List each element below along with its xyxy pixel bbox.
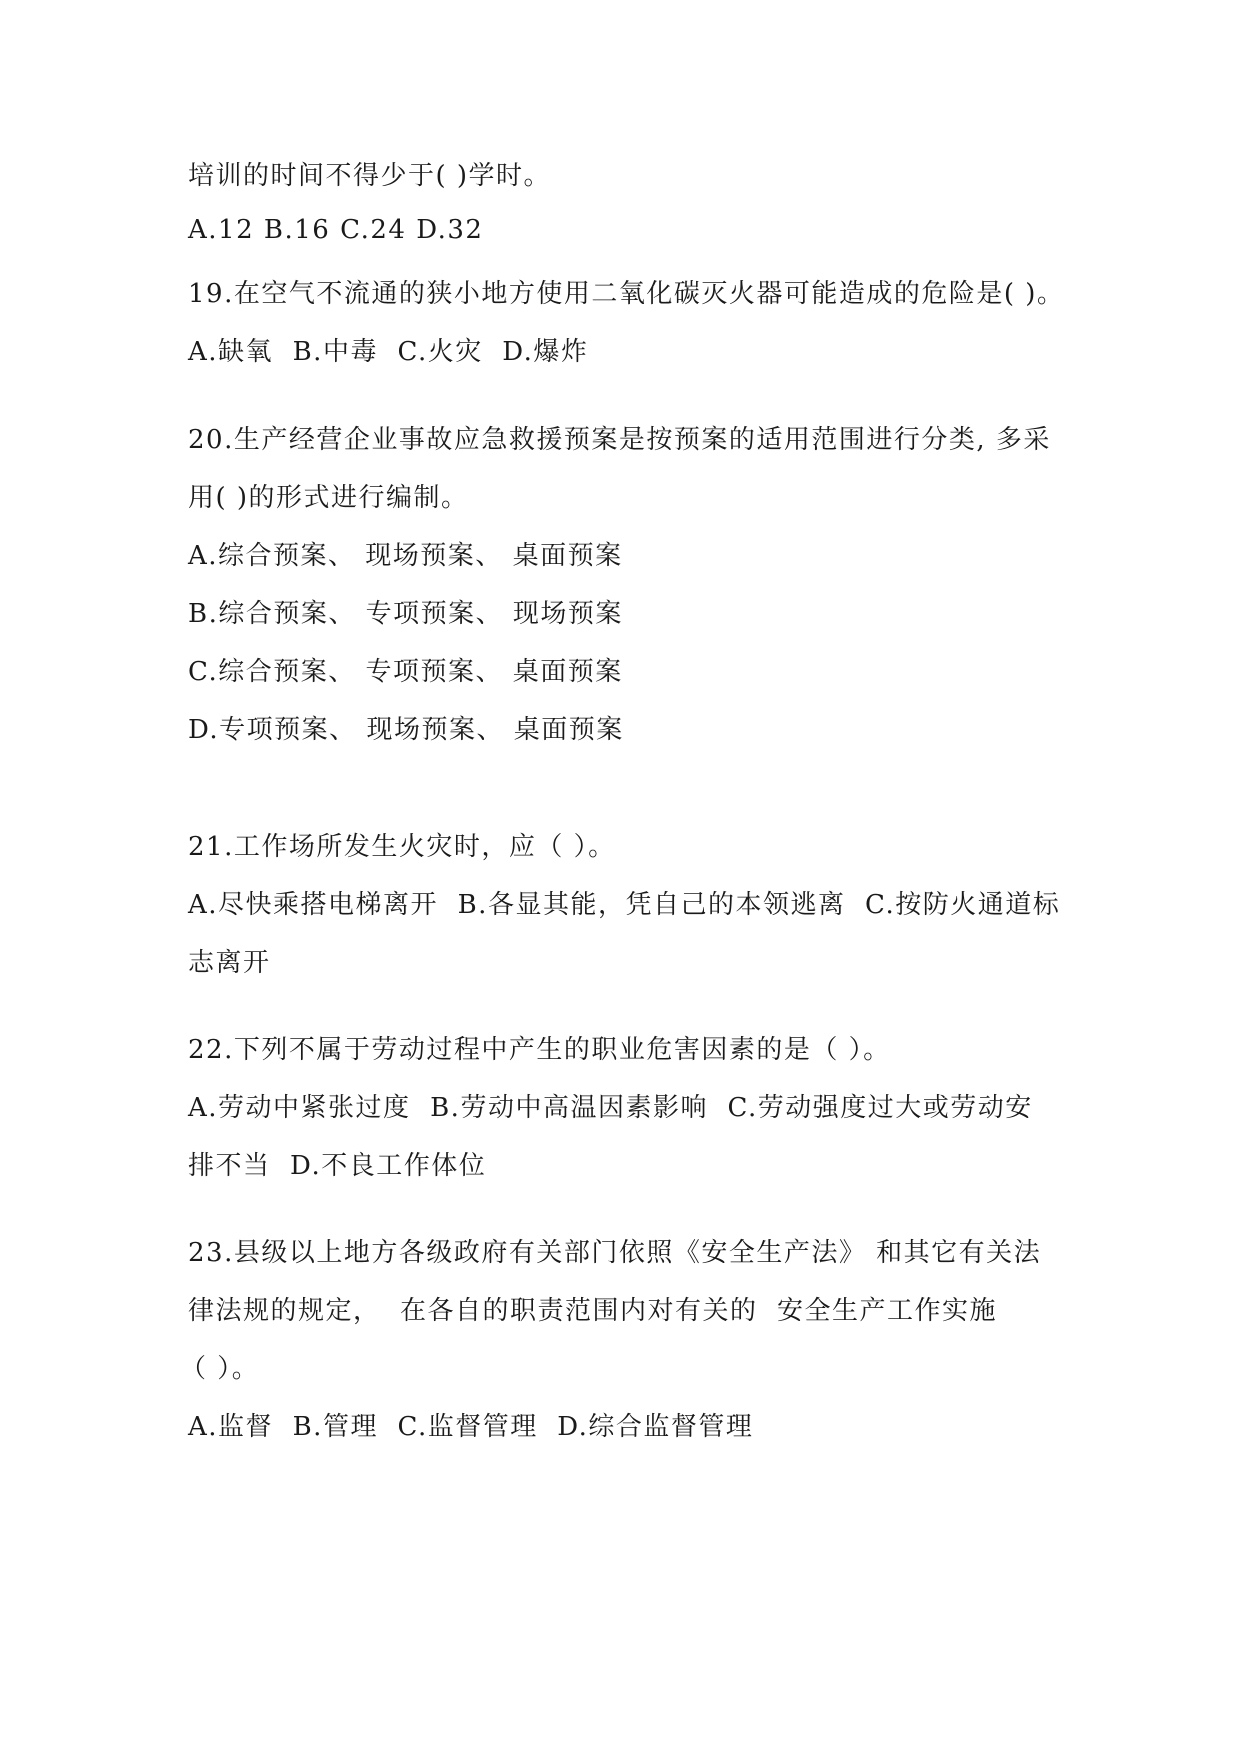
q20-option-b: B.综合预案、 专项预案、 现场预案 (188, 599, 623, 629)
q20-stem-line2: 用( )的形式进行编制。 (188, 483, 469, 513)
q20-stem-line1: 20.生产经营企业事故应急救援预案是按预案的适用范围进行分类, 多采 (188, 425, 1051, 455)
q19-stem: 19.在空气不流通的狭小地方使用二氧化碳灭火器可能造成的危险是( )。 (188, 279, 1065, 309)
q18-stem-continuation: 培训的时间不得少于( )学时。 (188, 161, 552, 191)
q20-option-a: A.综合预案、 现场预案、 桌面预案 (188, 541, 623, 571)
q18-options: A.12 B.16 C.24 D.32 (188, 215, 484, 245)
q19-options: A.缺氧 B.中毒 C.火灾 D.爆炸 (188, 337, 589, 367)
q22-options-line1: A.劳动中紧张过度 B.劳动中高温因素影响 C.劳动强度过大或劳动安 (188, 1093, 1033, 1123)
q21-options-line1: A.尽快乘搭电梯离开 B.各显其能，凭自己的本领逃离 C.按防火通道标 (188, 890, 1061, 920)
q21-options-line2: 志离开 (188, 948, 271, 978)
q23-stem-line3: （ ）。 (180, 1354, 260, 1384)
q21-stem: 21.工作场所发生火灾时，应（ ）。 (188, 832, 616, 862)
q23-stem-line2: 律法规的规定， 在各自的职责范围内对有关的 安全生产工作实施 (188, 1296, 998, 1326)
q23-options: A.监督 B.管理 C.监督管理 D.综合监督管理 (188, 1412, 754, 1442)
q22-options-line2: 排不当 D.不良工作体位 (188, 1151, 487, 1181)
q20-option-d: D.专项预案、 现场预案、 桌面预案 (188, 715, 624, 745)
q22-stem: 22.下列不属于劳动过程中产生的职业危害因素的是（ ）。 (188, 1035, 891, 1065)
q20-option-c: C.综合预案、 专项预案、 桌面预案 (188, 657, 623, 687)
q23-stem-line1: 23.县级以上地方各级政府有关部门依照《安全生产法》 和其它有关法 (188, 1238, 1042, 1268)
